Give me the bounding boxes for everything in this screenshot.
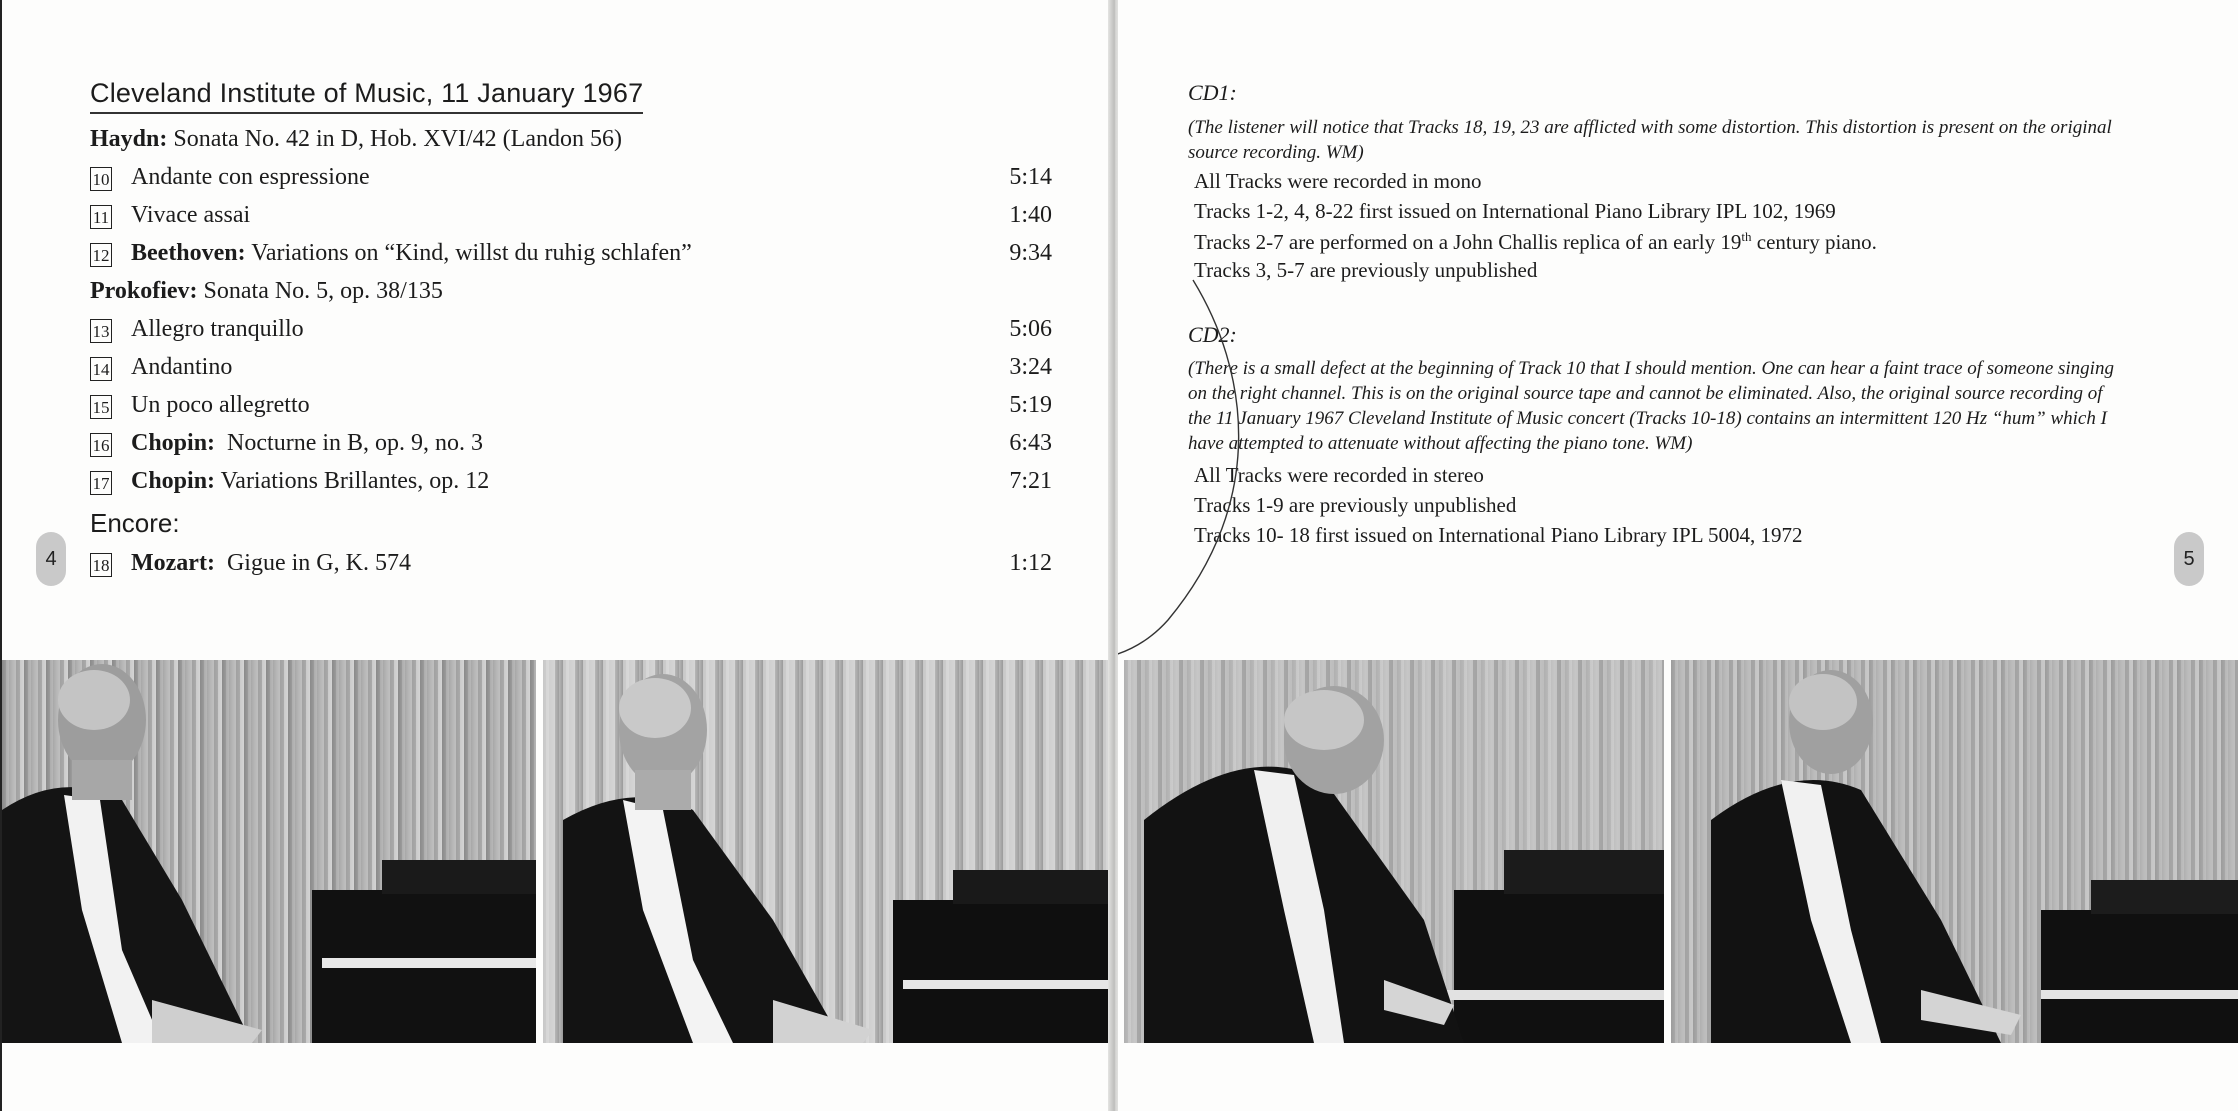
work-title: Sonata No. 42 in D, Hob. XVI/42 (Landon 56) [167, 126, 622, 152]
track-duration: 5:19 [1009, 392, 1052, 418]
page-number-badge: 4 [36, 532, 66, 586]
composer-name: Haydn: [90, 126, 168, 152]
track-row [90, 240, 1052, 274]
track-row [90, 550, 1052, 584]
track-duration: 1:12 [1009, 550, 1052, 576]
cd1-info-line: Tracks 1-2, 4, 8-22 first issued on International Piano Library IPL 102, 1969 [1194, 199, 1836, 223]
track-title: Andantino [131, 354, 233, 380]
pianist-photo-4 [1671, 660, 2238, 1043]
work-heading-prokofiev [90, 278, 443, 305]
track-title: Chopin: Variations Brillantes, op. 12 [131, 468, 490, 494]
track-title: Chopin: Nocturne in B, op. 9, no. 3 [131, 430, 484, 456]
track-number-box: 10 [90, 167, 112, 191]
track-row [90, 164, 1052, 198]
track-title: Un poco allegretto [131, 392, 310, 418]
cd1-info-line: Tracks 3, 5-7 are previously unpublished [1194, 258, 1538, 282]
track-row [90, 468, 1052, 502]
work-title: Sonata No. 5, op. 38/135 [197, 278, 443, 304]
pianist-photo-3 [1124, 660, 1664, 1043]
cd1-info-line: All Tracks were recorded in mono [1194, 169, 1482, 193]
track-number-box: 15 [90, 395, 112, 419]
concert-venue-title: Cleveland Institute of Music, 11 January 1967 [90, 78, 643, 114]
track-row [90, 354, 1052, 388]
track-title: Vivace assai [131, 202, 251, 228]
track-duration: 7:21 [1009, 468, 1052, 494]
cd2-note: (There is a small defect at the beginning of Track 10 that I should mention. One can hear a faint trace of someone singing on the right channel. This is on the original source tape and cannot be eliminated. Also, the original source recording of the 11 January 1967 Cleveland Institute of Music concert (Tracks 10-18) contains an intermittent 120 Hz “hum” which I have attempted to attenuate without affecting the piano tone. WM) [1188, 358, 2114, 454]
cd1-note: (The listener will notice that Tracks 18, 19, 23 are afflicted with some distortion. This distortion is present on the original source recording. WM) [1188, 117, 2112, 163]
track-title: Mozart: Gigue in G, K. 574 [131, 550, 411, 576]
composer-name: Prokofiev: [90, 278, 198, 304]
encore-heading: Encore: [90, 508, 180, 538]
track-number-box: 16 [90, 433, 112, 457]
track-title: Andante con espressione [131, 164, 370, 190]
cd2-info-line: Tracks 1-9 are previously unpublished [1194, 493, 1517, 517]
track-row [90, 392, 1052, 426]
track-duration: 6:43 [1009, 430, 1052, 456]
work-heading-haydn [90, 126, 622, 153]
track-duration: 5:06 [1009, 316, 1052, 342]
track-row [90, 202, 1052, 236]
track-number-box: 17 [90, 471, 112, 495]
track-duration: 5:14 [1009, 164, 1052, 190]
track-number-box: 18 [90, 553, 112, 577]
track-number-box: 11 [90, 205, 112, 229]
track-duration: 1:40 [1009, 202, 1052, 228]
cd1-info-line: Tracks 2-7 are performed on a John Challis replica of an early 19th century piano. [1194, 229, 1877, 254]
cd2-info-line: Tracks 10- 18 first issued on International Piano Library IPL 5004, 1972 [1194, 523, 1803, 547]
paper-crease-line [1118, 260, 1498, 680]
track-row [90, 316, 1052, 350]
track-duration: 9:34 [1009, 240, 1052, 266]
cd1-heading: CD1: [1188, 80, 1237, 105]
cd2-info-line: All Tracks were recorded in stereo [1194, 463, 1484, 487]
track-row [90, 430, 1052, 464]
track-title: Allegro tranquillo [131, 316, 304, 342]
track-number-box: 13 [90, 319, 112, 343]
right-page [1118, 0, 2238, 1111]
page-number-badge: 5 [2174, 532, 2204, 586]
track-number-box: 12 [90, 243, 112, 267]
pianist-photo-2 [543, 660, 1108, 1043]
track-number-box: 14 [90, 357, 112, 381]
pianist-photo-1 [2, 660, 536, 1043]
track-duration: 3:24 [1009, 354, 1052, 380]
left-page [0, 0, 1114, 1111]
track-title: Beethoven: Variations on “Kind, willst du ruhig schlafen” [131, 240, 692, 266]
cd2-heading: CD2: [1188, 322, 1237, 347]
